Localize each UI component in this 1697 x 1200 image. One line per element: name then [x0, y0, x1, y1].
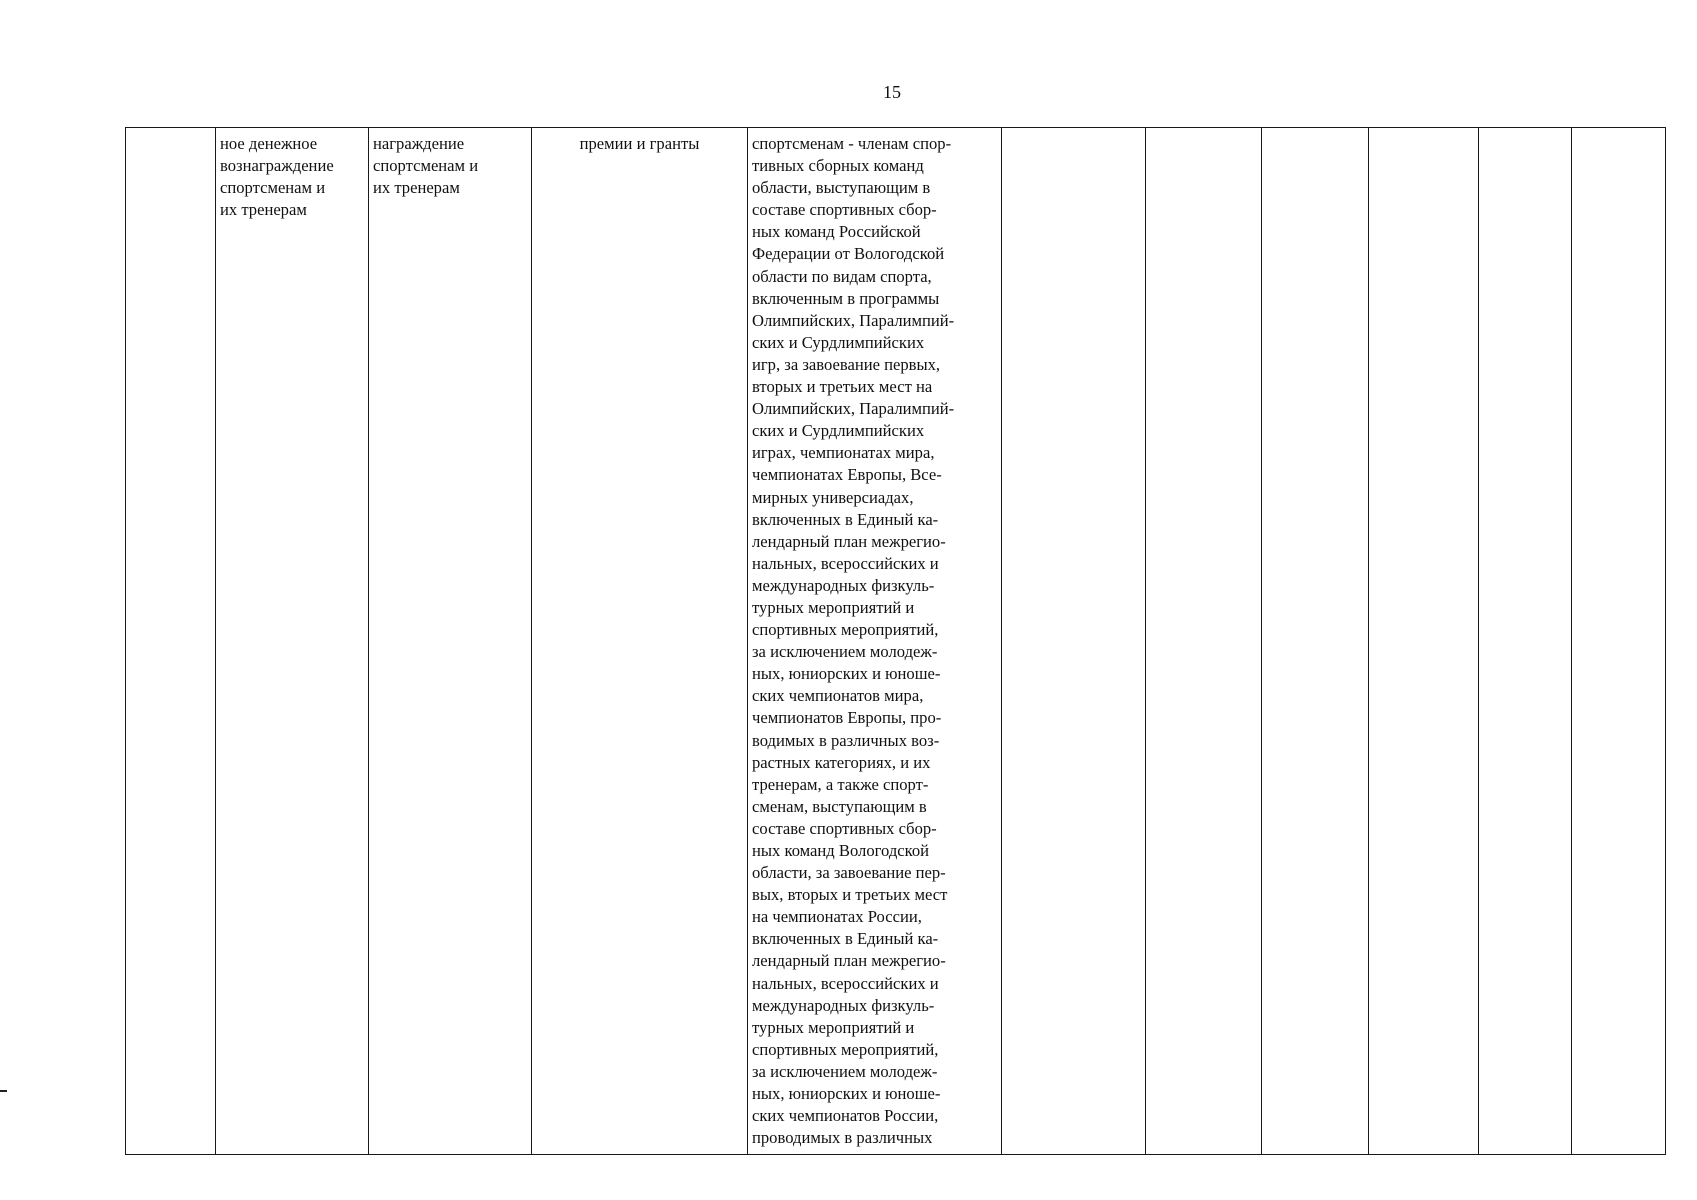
table-cell-11 [1572, 128, 1666, 1155]
table-cell-6 [1002, 128, 1146, 1155]
table-cell-7 [1146, 128, 1262, 1155]
table-cell-2: ное денежное вознаграждение спортсменам и их тренерам [216, 128, 369, 1155]
table-cell-9 [1369, 128, 1479, 1155]
table-cell-4: премии и гранты [532, 128, 748, 1155]
table-cell-3: награждение спортсменам и их тренерам [369, 128, 532, 1155]
table-cell-10 [1479, 128, 1572, 1155]
table-cell-1 [126, 128, 216, 1155]
table-cell-5: спортсменам - членам спор- тивных сборных команд области, выступающим в составе спортивных сбор- ных команд Российской Федерации от Вологодской области по видам спорта, включенным в программы Олимпийских, Паралимпий- ских и Сурдлимпийских игр, за завоевание первых, вторых и третьих мест на Олимпийских, Паралимпий- ских и Сурдлимпийских играх, чемпионатах мира, чемпионатах Европы, Все- мирных универсиадах, включенных в Единый ка- лендарный план межрегио- нальных, всероссийских и международных физкуль- турных мероприятий и спортивных мероприятий, за исключением молодеж- ных, юниорских и юноше- ских чемпионатов мира, чемпионатов Европы, про- водимых в различных воз- растных категориях, и их тренерам, а также спорт- сменам, выступающим в составе спортивных сбор- ных команд Вологодской области, за завоевание пер- вых, вторых и третьих мест на чемпионатах России, включенных в Единый ка- лендарный план межрегио- нальных, всероссийских и международных физкуль- турных мероприятий и спортивных мероприятий, за исключением молодеж- ных, юниорских и юноше- ских чемпионатов России, проводимых в различных [748, 128, 1002, 1155]
table-row [126, 128, 1666, 1155]
margin-mark [0, 1090, 7, 1092]
data-table [125, 127, 1666, 1155]
page-number: 15 [883, 82, 901, 102]
table-cell-8 [1262, 128, 1369, 1155]
